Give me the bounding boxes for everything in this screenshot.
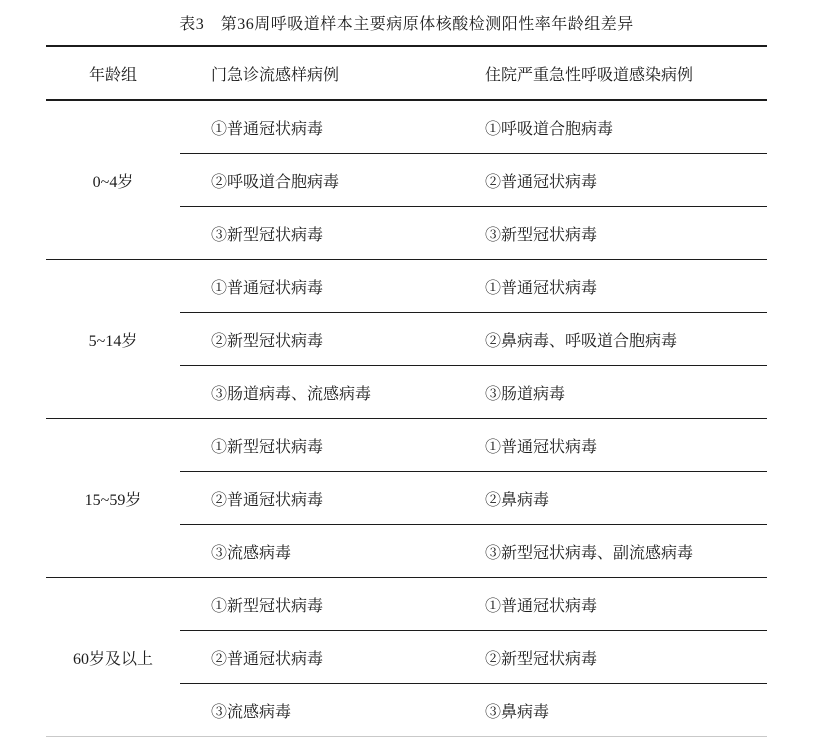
inpatient-cell: ③新型冠状病毒、副流感病毒	[485, 544, 694, 562]
column-header-age-group: 年龄组	[88, 66, 137, 84]
age-group-label: 5~14岁	[88, 332, 138, 350]
outpatient-cell: ②呼吸道合胞病毒	[211, 173, 340, 191]
outpatient-cell: ①新型冠状病毒	[211, 597, 324, 615]
age-group-pathogen-table	[46, 45, 767, 737]
outpatient-cell: ①新型冠状病毒	[211, 438, 324, 456]
outpatient-cell: ③流感病毒	[211, 703, 292, 721]
table-row	[180, 313, 767, 366]
table-row	[180, 472, 767, 525]
inpatient-cell: ①普通冠状病毒	[485, 279, 598, 297]
table-row	[180, 631, 767, 684]
inpatient-cell: ③肠道病毒	[485, 385, 566, 403]
rank-rows	[180, 101, 767, 259]
age-group-block-60-plus	[46, 578, 767, 737]
table-row	[180, 207, 767, 259]
inpatient-cell: ②普通冠状病毒	[485, 173, 598, 191]
table-header-row	[46, 47, 767, 101]
rank-rows	[180, 578, 767, 736]
age-group-block-5-14	[46, 260, 767, 419]
table-row	[180, 260, 767, 313]
column-header-inpatient-sari: 住院严重急性呼吸道感染病例	[485, 66, 694, 84]
inpatient-cell: ②鼻病毒、呼吸道合胞病毒	[485, 332, 678, 350]
inpatient-cell: ③鼻病毒	[485, 703, 550, 721]
rank-rows	[180, 260, 767, 418]
outpatient-cell: ③新型冠状病毒	[211, 226, 324, 244]
outpatient-cell: ③流感病毒	[211, 544, 292, 562]
age-group-label: 60岁及以上	[72, 650, 153, 668]
inpatient-cell: ②新型冠状病毒	[485, 650, 598, 668]
inpatient-cell: ①呼吸道合胞病毒	[485, 120, 614, 138]
table-row	[180, 684, 767, 736]
outpatient-cell: ①普通冠状病毒	[211, 120, 324, 138]
table-row	[180, 578, 767, 631]
outpatient-cell: ①普通冠状病毒	[211, 279, 324, 297]
outpatient-cell: ③肠道病毒、流感病毒	[211, 385, 372, 403]
inpatient-cell: ③新型冠状病毒	[485, 226, 598, 244]
inpatient-cell: ①普通冠状病毒	[485, 597, 598, 615]
table-row	[180, 101, 767, 154]
inpatient-cell: ①普通冠状病毒	[485, 438, 598, 456]
age-group-label: 0~4岁	[92, 173, 134, 191]
table-row	[180, 419, 767, 472]
outpatient-cell: ②普通冠状病毒	[211, 650, 324, 668]
outpatient-cell: ②新型冠状病毒	[211, 332, 324, 350]
column-header-outpatient-ili: 门急诊流感样病例	[211, 66, 340, 84]
age-group-label: 15~59岁	[84, 491, 142, 509]
rank-rows	[180, 419, 767, 577]
inpatient-cell: ②鼻病毒	[485, 491, 550, 509]
age-group-block-15-59	[46, 419, 767, 578]
table-row	[180, 525, 767, 577]
table-title: 表3 第36周呼吸道样本主要病原体核酸检测阳性率年龄组差异	[179, 16, 634, 33]
table-row	[180, 366, 767, 418]
outpatient-cell: ②普通冠状病毒	[211, 491, 324, 509]
table-row	[180, 154, 767, 207]
age-group-block-0-4	[46, 101, 767, 260]
